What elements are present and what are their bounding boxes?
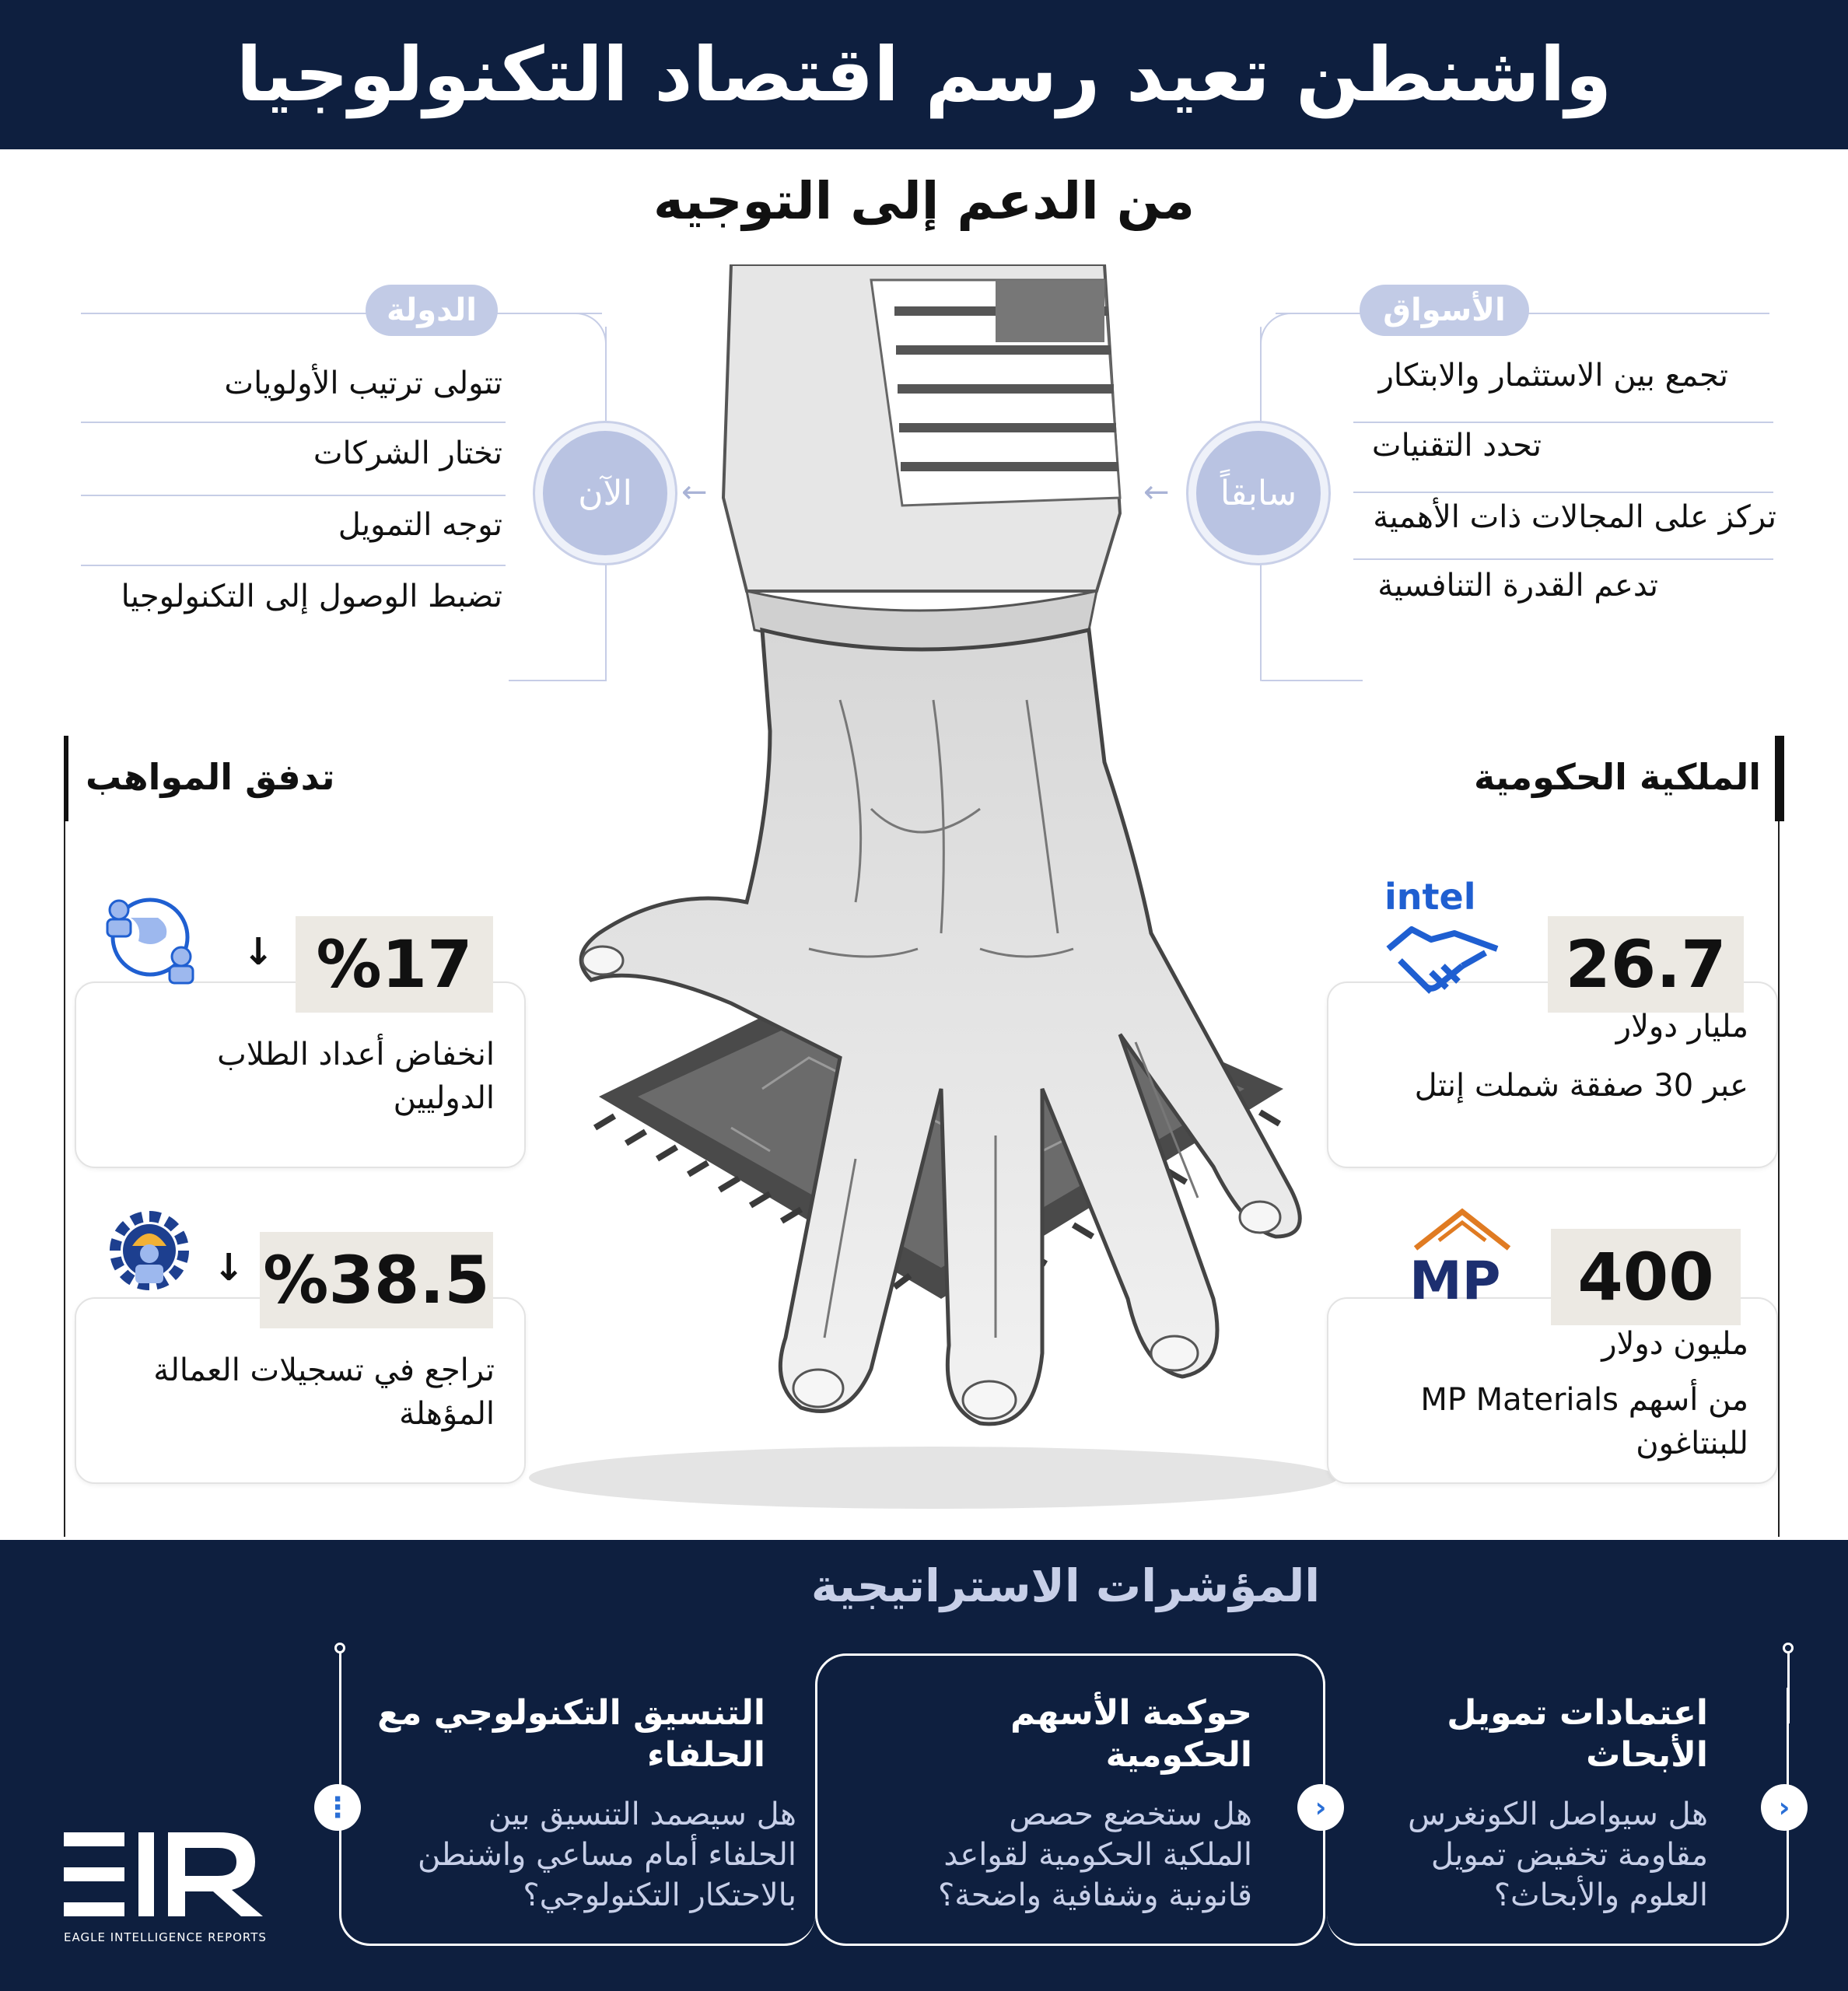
stat-unit-intel: مليار دولار <box>1615 1009 1748 1044</box>
global-students-icon <box>100 887 201 988</box>
indicator-heading: الحلفاء <box>647 1735 765 1775</box>
state-item: توجه التمويل <box>338 507 502 543</box>
divider <box>1353 422 1773 423</box>
card-dot <box>334 1643 345 1653</box>
indicator-body: الملكية الحكومية لقواعد <box>943 1837 1252 1873</box>
indicator-heading: حوكمة الأسهم <box>1010 1693 1252 1733</box>
state-item: تتولى ترتيب الأولويات <box>224 366 502 401</box>
previously-circle <box>1188 423 1328 563</box>
arrow-left-icon: ← <box>681 474 708 510</box>
markets-item: تجمع بين الاستثمار والابتكار <box>1378 358 1728 394</box>
indicator-heading: الحكومية <box>1105 1735 1252 1775</box>
mp-roof-logo <box>1408 1205 1517 1252</box>
indicator-body: الحلفاء أمام مساعي واشنطن <box>417 1837 796 1873</box>
arrow-left-icon: ← <box>1143 474 1170 510</box>
markets-item: تركز على المجالات ذات الأهمية <box>1373 499 1776 535</box>
down-arrow-icon: ↓ <box>213 1246 245 1289</box>
gov-section-bar <box>1775 736 1784 821</box>
state-item: تضبط الوصول إلى التكنولوجيا <box>121 579 502 614</box>
indicator-body: بالاحتكار التكنولوجي؟ <box>523 1877 796 1913</box>
mp-materials-logo: MP <box>1409 1251 1501 1312</box>
indicator-body: قانونية وشفافية واضحة؟ <box>938 1877 1252 1913</box>
indicator-body: مقاومة تخفيض تمويل <box>1430 1837 1708 1873</box>
intel-logo: intel <box>1384 876 1476 918</box>
state-top-line <box>81 313 602 314</box>
indicator-heading: الأبحاث <box>1586 1735 1708 1775</box>
gov-section-line <box>1778 821 1780 1537</box>
divider <box>81 495 506 496</box>
state-bottom-line <box>509 680 607 681</box>
worker-gear-icon <box>104 1205 194 1296</box>
divider <box>1353 492 1773 493</box>
page-subtitle: من الدعم إلى التوجيه <box>653 171 1195 231</box>
indicator-heading: اعتمادات تمويل <box>1447 1693 1708 1733</box>
stat-desc-workforce: تراجع في تسجيلات العمالة <box>153 1352 495 1388</box>
indicator-body: هل ستخضع حصص <box>1009 1797 1252 1832</box>
sleeve-with-flag <box>723 264 1120 649</box>
logo-caption: EAGLE INTELLIGENCE REPORTS <box>64 1930 267 1944</box>
gov-ownership-title: الملكية الحكومية <box>1473 756 1761 798</box>
chevron-left-icon: ‹ <box>1297 1784 1344 1831</box>
stat-desc-students: الدوليين <box>393 1080 495 1116</box>
strategic-indicators-title: المؤشرات الاستراتيجية <box>810 1559 1321 1612</box>
divider <box>81 422 506 423</box>
eir-logo <box>64 1828 274 1921</box>
stat-desc-mp: للبنتاغون <box>1636 1426 1748 1461</box>
stat-unit-mp: مليون دولار <box>1601 1326 1748 1362</box>
header-banner <box>0 0 1848 149</box>
stat-value-intel: 26.7 <box>1548 916 1744 1013</box>
card-stem <box>339 1650 341 1723</box>
state-pill: الدولة <box>366 285 498 336</box>
indicator-body: العلوم والأبحاث؟ <box>1493 1877 1708 1913</box>
now-circle <box>535 423 675 563</box>
stat-value-workforce: %38.5 <box>260 1232 493 1328</box>
card-dot <box>1783 1643 1794 1653</box>
stat-desc-workforce: المؤهلة <box>399 1396 495 1432</box>
previously-label: سابقاً <box>1220 473 1297 513</box>
down-arrow-icon: ↓ <box>243 930 275 974</box>
markets-item: تحدد التقنيات <box>1371 428 1542 464</box>
markets-pill: الأسواق <box>1360 285 1529 336</box>
signal-bars-icon: ⋮ <box>314 1784 361 1831</box>
state-item: تختار الشركات <box>313 436 502 471</box>
talent-section-bar <box>64 736 68 821</box>
handshake-icon <box>1384 918 1501 1003</box>
now-label: الآن <box>578 473 632 513</box>
chevron-left-icon: ‹ <box>1761 1784 1808 1831</box>
page-title: واشنطن تعيد رسم اقتصاد التكنولوجيا <box>236 31 1612 118</box>
card-stem <box>1787 1650 1790 1723</box>
indicator-body: هل سيصمد التنسيق بين <box>488 1797 796 1832</box>
stat-desc-intel: عبر 30 صفقة شملت إنتل <box>1414 1068 1748 1104</box>
stat-value-students: %17 <box>296 916 493 1013</box>
markets-item: تدعم القدرة التنافسية <box>1377 568 1658 604</box>
stat-desc-mp: من أسهم MP Materials <box>1420 1382 1748 1418</box>
indicator-body: هل سيواصل الكونغرس <box>1408 1797 1708 1832</box>
talent-section-line <box>64 821 65 1537</box>
stat-value-mp: 400 <box>1551 1229 1741 1325</box>
indicator-heading: التنسيق التكنولوجي مع <box>377 1693 765 1733</box>
talent-flow-title: تدفق المواهب <box>86 756 335 798</box>
hand-sketch <box>581 630 1300 1424</box>
divider <box>81 565 506 566</box>
stat-desc-students: انخفاض أعداد الطلاب <box>217 1037 495 1072</box>
markets-bottom-line <box>1262 680 1363 681</box>
divider <box>1353 558 1773 560</box>
